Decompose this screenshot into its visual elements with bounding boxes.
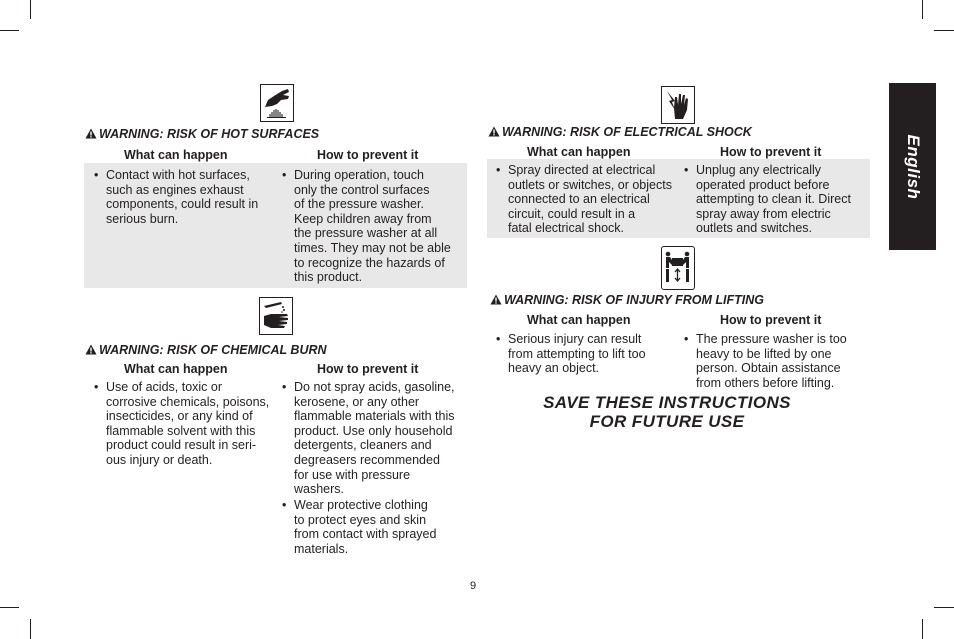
language-tab-label: English [903, 134, 923, 199]
warning-triangle-icon [85, 344, 97, 355]
bullet-icon: • [94, 380, 99, 394]
bullet-text-line: components, could result in [106, 197, 259, 212]
bullet-text-line: flammable solvent with this [106, 423, 256, 438]
bullet-text-line: Serious injury can result [508, 332, 642, 346]
bullet-text-line: from others before lifting. [696, 375, 835, 390]
warning-title-text: WARNING: RISK OF INJURY FROM LIFTING [504, 293, 764, 307]
warning-triangle-icon [85, 128, 97, 139]
bullet-text-line: detergents, cleaners and [294, 438, 432, 453]
bullet-text-line: heavy to be lifted by one [696, 346, 832, 361]
heavy-lifting-icon [661, 246, 695, 290]
bullet-text-line: Do not spray acids, gasoline, [294, 380, 455, 394]
bullet-icon: • [282, 168, 287, 182]
column-header-what: What can happen [527, 145, 631, 159]
bullet-icon: • [496, 163, 501, 177]
bullet-text-line: product could result in seri- [106, 438, 257, 453]
bullet-text-line: this product. [294, 270, 363, 285]
bullet-text-line: Spray directed at electrical [508, 163, 656, 177]
what-can-happen-item [94, 168, 276, 226]
bullet-text-line: Wear protective clothing [294, 498, 428, 512]
bullet-text-line: During operation, touch [294, 168, 424, 182]
bullet-text-line: attempting to clean it. Direct [696, 192, 851, 207]
bullet-text-line: person. Obtain assistance [696, 361, 841, 376]
save-instructions-banner [487, 393, 847, 431]
column-header-how: How to prevent it [317, 148, 419, 162]
page-number: 9 [470, 580, 477, 592]
bullet-text-line: The pressure washer is too [696, 332, 847, 346]
bullet-icon: • [684, 332, 689, 346]
bullet-text-line: to protect eyes and skin [294, 512, 427, 527]
bullet-text-line: degreasers recommended [294, 452, 440, 467]
bullet-text-line: corrosive chemicals, poisons, [106, 394, 270, 409]
bullet-text-line: washers. [294, 482, 345, 497]
bullet-text-line: heavy an object. [508, 361, 600, 376]
warning-title-text: WARNING: RISK OF CHEMICAL BURN [99, 343, 327, 357]
bullet-text-line: times. They may not be able [294, 240, 451, 255]
column-header-what: What can happen [124, 148, 228, 162]
electrical-shock-icon [661, 86, 695, 124]
bullet-text-line: kerosene, or any other [294, 394, 420, 409]
bullet-text-line: connected to an electrical [508, 192, 650, 207]
bullet-icon: • [282, 380, 287, 394]
warning-triangle-icon [490, 294, 502, 305]
what-can-happen-item [496, 332, 678, 376]
column-header-how: How to prevent it [720, 145, 822, 159]
warning-title-lifting [490, 293, 764, 307]
warning-title-chemical [85, 343, 327, 357]
bullet-text-line: Unplug any electrically [696, 163, 822, 177]
warning-title-text: WARNING: RISK OF HOT SURFACES [99, 127, 320, 141]
warning-title-electrical [488, 125, 752, 139]
how-to-prevent-item [684, 163, 868, 236]
crop-mark [0, 30, 19, 31]
bullet-text-line: from contact with sprayed [294, 527, 437, 542]
bullet-text-line: serious burn. [106, 211, 179, 226]
crop-mark [30, 619, 31, 639]
bullet-text-line: for use with pressure [294, 467, 411, 482]
column-header-what: What can happen [527, 313, 631, 327]
save-banner-line: FOR FUTURE USE [589, 412, 745, 431]
bullet-icon: • [282, 498, 287, 512]
bullet-text-line: flammable materials with this [294, 409, 455, 424]
warning-title-hot [85, 127, 319, 141]
crop-mark [922, 0, 923, 19]
warning-triangle-icon [488, 126, 500, 137]
bullet-text-line: Use of acids, toxic or [106, 380, 223, 394]
column-header-how: How to prevent it [317, 362, 419, 376]
bullet-text-line: outlets and switches. [696, 221, 813, 236]
crop-mark [922, 619, 923, 639]
language-tab [889, 83, 936, 250]
bullet-text-line: fatal electrical shock. [508, 221, 625, 236]
bullet-icon: • [496, 332, 501, 346]
hot-surface-icon [260, 84, 294, 122]
bullet-text-line: operated product before [696, 177, 830, 192]
what-can-happen-item [94, 380, 276, 468]
what-can-happen-item [496, 163, 680, 236]
bullet-text-line: ous injury or death. [106, 452, 213, 467]
bullet-text-line: the pressure washer at all [294, 226, 438, 241]
bullet-text-line: such as engines exhaust [106, 182, 244, 197]
bullet-text-line: Contact with hot surfaces, [106, 168, 250, 182]
bullet-text-line: circuit, could result in a [508, 206, 636, 221]
bullet-text-line: insecticides, or any kind of [106, 409, 253, 424]
crop-mark [0, 607, 19, 608]
crop-mark [934, 30, 954, 31]
how-to-prevent-item [684, 332, 868, 390]
how-to-prevent-item [282, 380, 466, 497]
bullet-text-line: outlets or switches, or objects [508, 177, 672, 192]
warning-title-text: WARNING: RISK OF ELECTRICAL SHOCK [502, 125, 752, 139]
bullet-text-line: materials. [294, 541, 349, 556]
bullet-text-line: spray away from electric [696, 206, 831, 221]
crop-mark [934, 607, 954, 608]
bullet-icon: • [684, 163, 689, 177]
bullet-text-line: to recognize the hazards of [294, 255, 445, 270]
chemical-burn-icon [259, 297, 293, 335]
how-to-prevent-item [282, 168, 464, 285]
column-header-what: What can happen [124, 362, 228, 376]
bullet-text-line: only the control surfaces [294, 182, 430, 197]
column-header-how: How to prevent it [720, 313, 822, 327]
bullet-text-line: product. Use only household [294, 423, 453, 438]
bullet-text-line: of the pressure washer. [294, 197, 424, 212]
how-to-prevent-item [282, 498, 466, 556]
bullet-text-line: from attempting to lift too [508, 346, 646, 361]
save-banner-line: SAVE THESE INSTRUCTIONS [543, 393, 791, 412]
bullet-text-line: Keep children away from [294, 211, 432, 226]
crop-mark [30, 0, 31, 19]
bullet-icon: • [94, 168, 99, 182]
